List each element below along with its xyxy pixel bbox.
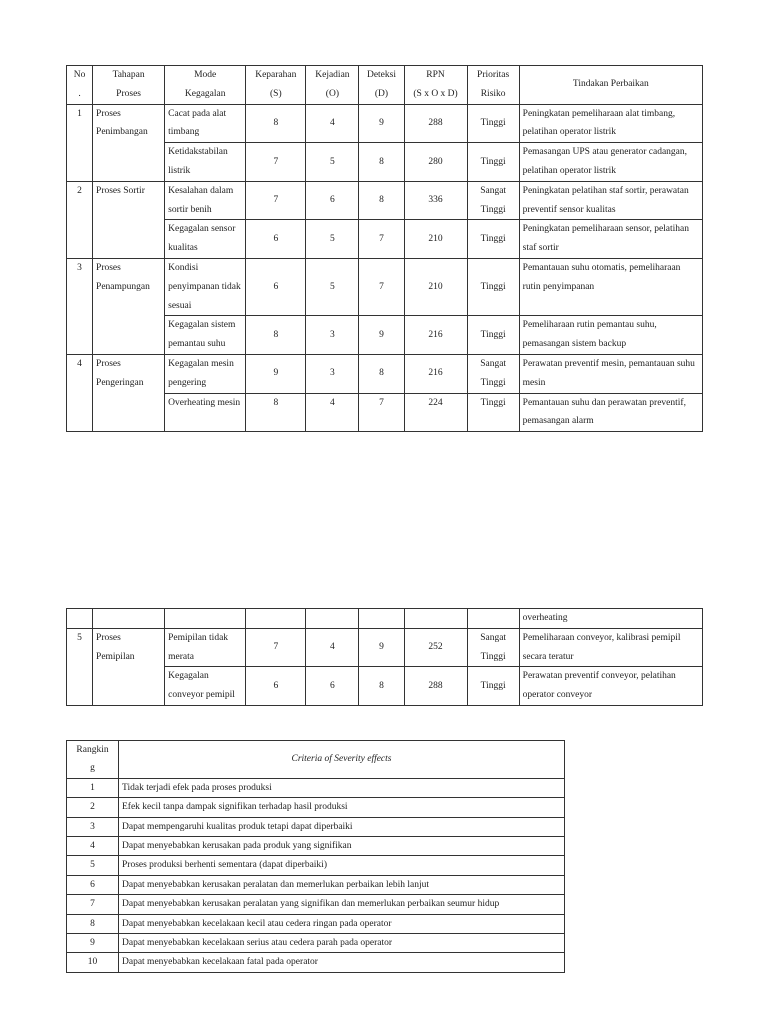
criteria-text: Proses produksi berhenti sementara (dapat diperbaiki) [119, 856, 565, 875]
row-stage: Proses Sortir [93, 181, 165, 258]
row-severity: 8 [246, 104, 306, 143]
row-action: Pemantauan suhu dan perawatan preventif, pemasangan alarm [519, 393, 702, 432]
row-no: 1 [67, 104, 93, 181]
row-mode: Kegagalan sensor kualitas [165, 220, 246, 259]
row-occurrence: 4 [306, 104, 359, 143]
row-severity: 8 [246, 316, 306, 355]
table-row [67, 895, 565, 914]
row-occurrence: 6 [306, 181, 359, 220]
row-severity: 6 [246, 667, 306, 706]
row-occurrence: 4 [306, 393, 359, 432]
criteria-text: Dapat menyebabkan kecelakaan kecil atau cedera ringan pada operator [119, 914, 565, 933]
row-mode: Kegagalan sistem pemantau suhu [165, 316, 246, 355]
row-detection: 8 [359, 667, 404, 706]
row-occurrence: 6 [306, 667, 359, 706]
rank-value: 10 [67, 953, 119, 972]
row-priority: Tinggi [467, 220, 519, 259]
table-row [67, 856, 565, 875]
severity-header-row [67, 741, 565, 779]
row-occurrence: 5 [306, 258, 359, 315]
header-priority: Prioritas Risiko [467, 66, 519, 105]
row-severity: 6 [246, 258, 306, 315]
row-rpn: 216 [404, 316, 467, 355]
table-row [67, 953, 565, 972]
row-rpn: 336 [404, 181, 467, 220]
row-no: 5 [67, 628, 93, 705]
row-priority: Tinggi [467, 667, 519, 706]
rank-value: 8 [67, 914, 119, 933]
header-occurrence: Kejadian (O) [306, 66, 359, 105]
row-rpn: 210 [404, 258, 467, 315]
row-mode: Kesalahan dalam sortir benih [165, 181, 246, 220]
row-mode: Pemipilan tidak merata [165, 628, 246, 667]
row-action: Pemantauan suhu otomatis, pemeliharaan rutin penyimpanan [519, 258, 702, 315]
row-action: Perawatan preventif mesin, pemantauan suhu mesin [519, 354, 702, 393]
row-occurrence: 4 [306, 628, 359, 667]
row-priority: Sangat Tinggi [467, 354, 519, 393]
row-no: 3 [67, 258, 93, 354]
row-detection: 7 [359, 220, 404, 259]
row-detection: 7 [359, 258, 404, 315]
table-row [67, 181, 703, 220]
criteria-text: Tidak terjadi efek pada proses produksi [119, 778, 565, 797]
row-severity: 7 [246, 628, 306, 667]
row-severity: 7 [246, 181, 306, 220]
row-detection: 9 [359, 316, 404, 355]
row-stage: Proses Penampungan [93, 258, 165, 354]
row-priority: Sangat Tinggi [467, 181, 519, 220]
rank-value: 6 [67, 875, 119, 894]
row-rpn: 280 [404, 143, 467, 182]
table-row [67, 934, 565, 953]
table-row [67, 798, 565, 817]
severity-criteria-table [66, 740, 565, 973]
row-action: overheating [519, 609, 702, 629]
row-rpn: 252 [404, 628, 467, 667]
fmea-header-row [67, 66, 703, 105]
row-stage: Proses Pemipilan [93, 628, 165, 705]
row-action: Peningkatan pelatihan staf sortir, perawatan preventif sensor kualitas [519, 181, 702, 220]
row-rpn: 288 [404, 104, 467, 143]
row-detection: 9 [359, 104, 404, 143]
row-occurrence: 5 [306, 220, 359, 259]
rank-value: 4 [67, 837, 119, 856]
header-criteria: Criteria of Severity effects [119, 741, 565, 779]
table-row [67, 778, 565, 797]
table-row [67, 104, 703, 143]
criteria-text: Dapat menyebabkan kecelakaan fatal pada operator [119, 953, 565, 972]
row-severity: 8 [246, 393, 306, 432]
row-mode: Ketidakstabilan listrik [165, 143, 246, 182]
row-detection: 8 [359, 181, 404, 220]
criteria-text: Efek kecil tanpa dampak signifikan terhadap hasil produksi [119, 798, 565, 817]
row-stage: Proses Pengeringan [93, 354, 165, 431]
row-detection: 7 [359, 393, 404, 432]
row-occurrence: 3 [306, 316, 359, 355]
row-rpn: 216 [404, 354, 467, 393]
table-row [67, 628, 703, 667]
row-mode: Kegagalan conveyor pemipil [165, 667, 246, 706]
table-row [67, 914, 565, 933]
row-severity: 6 [246, 220, 306, 259]
header-severity: Keparahan (S) [246, 66, 306, 105]
row-priority: Tinggi [467, 143, 519, 182]
row-priority: Sangat Tinggi [467, 628, 519, 667]
criteria-text: Dapat menyebabkan kerusakan peralatan yang signifikan dan memerlukan perbaikan seumur hidup [119, 895, 565, 914]
row-action: Peningkatan pemeliharaan alat timbang, pelatihan operator listrik [519, 104, 702, 143]
header-no: No . [67, 66, 93, 105]
row-detection: 9 [359, 628, 404, 667]
row-rpn: 224 [404, 393, 467, 432]
continuation-row [67, 609, 703, 629]
row-action: Pemasangan UPS atau generator cadangan, pelatihan operator listrik [519, 143, 702, 182]
row-mode: Kegagalan mesin pengering [165, 354, 246, 393]
rank-value: 5 [67, 856, 119, 875]
header-tahapan: Tahapan Proses [93, 66, 165, 105]
row-detection: 8 [359, 354, 404, 393]
header-detection: Deteksi (D) [359, 66, 404, 105]
row-mode: Cacat pada alat timbang [165, 104, 246, 143]
row-action: Pemeliharaan rutin pemantau suhu, pemasangan sistem backup [519, 316, 702, 355]
criteria-text: Dapat menyebabkan kerusakan pada produk yang signifikan [119, 837, 565, 856]
row-rpn: 288 [404, 667, 467, 706]
row-no: 2 [67, 181, 93, 258]
row-severity: 7 [246, 143, 306, 182]
criteria-text: Dapat mempengaruhi kualitas produk tetapi dapat diperbaiki [119, 817, 565, 836]
rank-value: 3 [67, 817, 119, 836]
header-mode: Mode Kegagalan [165, 66, 246, 105]
row-detection: 8 [359, 143, 404, 182]
row-mode: Kondisi penyimpanan tidak sesuai [165, 258, 246, 315]
row-priority: Tinggi [467, 393, 519, 432]
row-stage: Proses Penimbangan [93, 104, 165, 181]
criteria-text: Dapat menyebabkan kerusakan peralatan dan memerlukan perbaikan lebih lanjut [119, 875, 565, 894]
rank-value: 7 [67, 895, 119, 914]
table-row [67, 258, 703, 315]
row-severity: 9 [246, 354, 306, 393]
row-priority: Tinggi [467, 316, 519, 355]
criteria-text: Dapat menyebabkan kecelakaan serius atau cedera parah pada operator [119, 934, 565, 953]
row-no: 4 [67, 354, 93, 431]
rank-value: 9 [67, 934, 119, 953]
rank-value: 1 [67, 778, 119, 797]
row-priority: Tinggi [467, 104, 519, 143]
table-row [67, 837, 565, 856]
table-row [67, 354, 703, 393]
row-rpn: 210 [404, 220, 467, 259]
header-rpn: RPN (S x O x D) [404, 66, 467, 105]
header-tindakan: Tindakan Perbaikan [519, 66, 702, 105]
fmea-table [66, 65, 703, 432]
row-mode: Overheating mesin [165, 393, 246, 432]
row-occurrence: 5 [306, 143, 359, 182]
fmea-table-continued [66, 608, 703, 706]
row-action: Peningkatan pemeliharaan sensor, pelatihan staf sortir [519, 220, 702, 259]
row-priority: Tinggi [467, 258, 519, 315]
rank-value: 2 [67, 798, 119, 817]
row-action: Perawatan preventif conveyor, pelatihan operator conveyor [519, 667, 702, 706]
header-ranking: Rangkin g [67, 741, 119, 779]
row-occurrence: 3 [306, 354, 359, 393]
table-row [67, 875, 565, 894]
row-action: Pemeliharaan conveyor, kalibrasi pemipil secara teratur [519, 628, 702, 667]
table-row [67, 817, 565, 836]
